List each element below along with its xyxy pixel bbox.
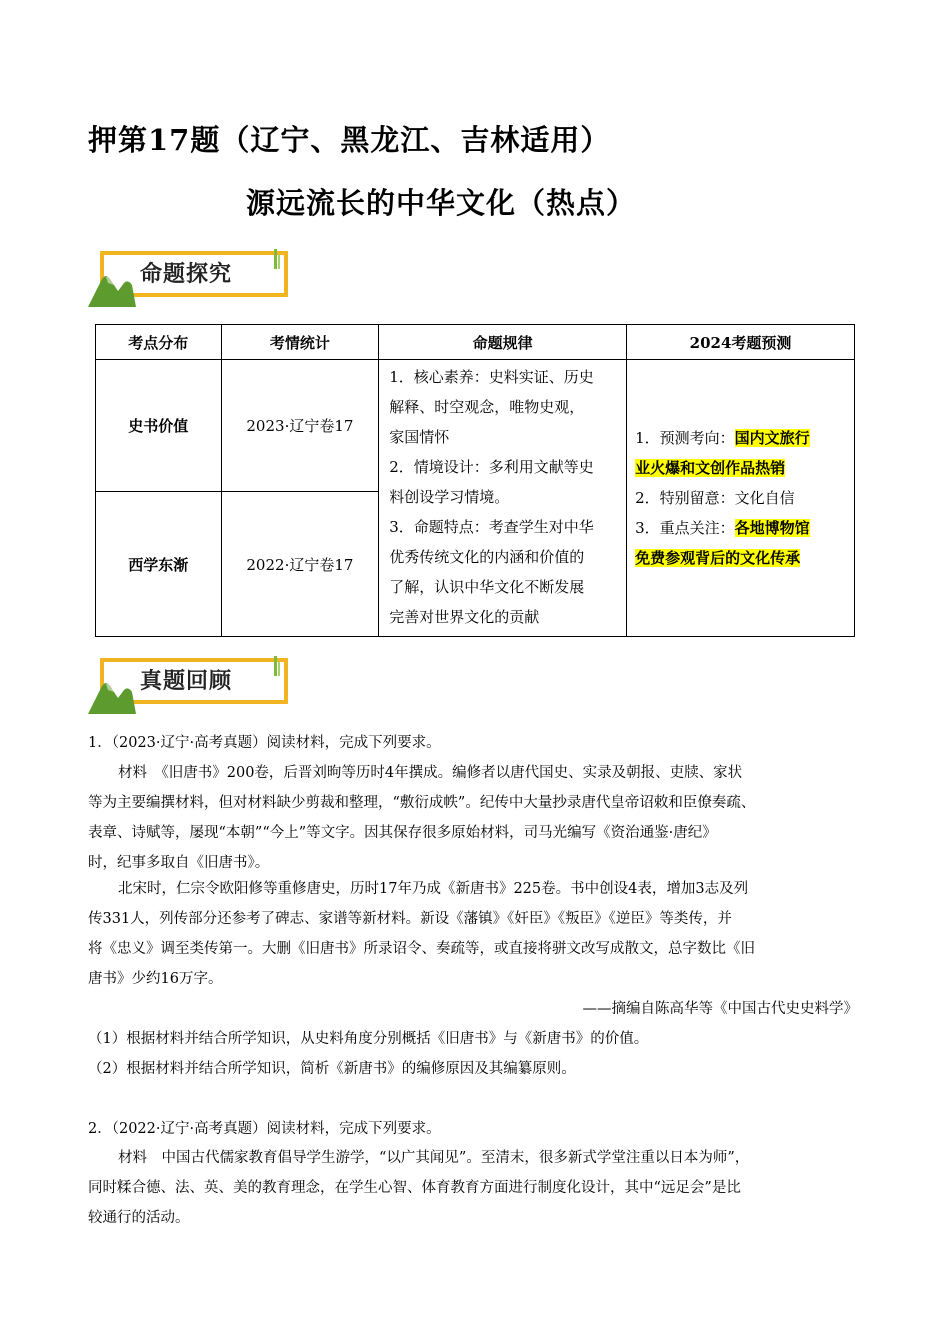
text-line: 将《忠义》调至类传第一。大删《旧唐书》所录诏令、奏疏等，或直接将骈文改写成散文，总字数比《旧 [88, 941, 755, 957]
prediction-label: 3．重点关注： [635, 519, 735, 537]
rule-line: 家国情怀 [389, 428, 450, 446]
table-header-row [96, 325, 855, 360]
prediction-cell [627, 360, 855, 637]
rule-line: 3．命题特点：考查学生对中华 [389, 518, 594, 536]
highlight-text: 免费参观背后的文化传承 [635, 549, 801, 567]
rule-line: 了解，认识中华文化不断发展 [389, 578, 585, 596]
mountain-icon [88, 265, 136, 307]
table-row [96, 360, 855, 492]
highlight-text: 各地博物馆 [734, 519, 810, 537]
text-line: 北宋时，仁宗令欧阳修等重修唐史，历时17年乃成《新唐书》225卷。书中创设4表，增加3志及列 [118, 881, 749, 897]
section-header-explore [88, 245, 298, 307]
prediction-line: 2．特别留意：文化自信 [635, 489, 795, 507]
text-line: 较通行的活动。 [88, 1210, 190, 1226]
highlight-text: 国内文旅行 [734, 429, 810, 447]
text-line: 唐书》少约16万字。 [88, 971, 223, 987]
mountain-icon [88, 672, 136, 714]
section-header-review [88, 652, 298, 714]
text-line: 材料 《旧唐书》200卷，后晋刘昫等历时4年撰成。编修者以唐代国史、实录及朝报、吏牍、家状 [118, 765, 743, 781]
topic-cell: 西学东渐 [96, 492, 222, 637]
section-title: 真题回顾 [140, 669, 233, 694]
rule-line: 解释、时空观念，唯物史观， [389, 398, 585, 416]
table-header: 考情统计 [221, 325, 379, 360]
stat-cell: 2022·辽宁卷17 [221, 492, 379, 637]
decor-accent [274, 656, 277, 676]
prediction-line [635, 453, 848, 483]
stat-cell: 2023·辽宁卷17 [221, 360, 379, 492]
prediction-label: 1．预测考向： [635, 429, 735, 447]
sub-question: （1）根据材料并结合所学知识，从史料角度分别概括《旧唐书》与《新唐书》的价值。 [88, 1031, 649, 1047]
page-title: 押第17题（辽宁、黑龙江、吉林适用） [88, 123, 611, 157]
text-line: 同时糅合德、法、英、美的教育理念，在学生心智、体育教育方面进行制度化设计，其中“远足会”是比 [88, 1180, 741, 1196]
material-source: ——摘编自陈高华等《中国古代史史料学》 [582, 1001, 858, 1017]
text-line: 时，纪事多取自《旧唐书》。 [88, 855, 270, 871]
table-header: 命题规律 [379, 325, 627, 360]
question-stem: 1．（2023·辽宁·高考真题）阅读材料，完成下列要求。 [88, 735, 441, 751]
section-title: 命题探究 [140, 262, 233, 287]
table-header: 考点分布 [96, 325, 222, 360]
rule-line: 完善对世界文化的贡献 [389, 608, 540, 626]
exam-analysis-table [95, 324, 855, 637]
prediction-line [635, 423, 848, 453]
rule-line: 料创设学习情境。 [389, 488, 510, 506]
material-paragraph [88, 758, 868, 878]
page-subtitle: 源远流长的中华文化（热点） [246, 186, 637, 220]
decor-accent [278, 662, 280, 676]
material-paragraph [88, 1143, 868, 1233]
prediction-line [635, 543, 848, 573]
prediction-line [635, 513, 848, 543]
rules-cell [379, 360, 627, 637]
decor-accent [278, 255, 280, 269]
topic-cell: 史书价值 [96, 360, 222, 492]
text-line: 等为主要编撰材料，但对材料缺少剪裁和整理，“敷衍成帙”。纪传中大量抄录唐代皇帝诏敕和臣僚奏疏、 [88, 795, 756, 811]
highlight-text: 业火爆和文创作品热销 [635, 459, 786, 477]
material-paragraph [88, 874, 868, 994]
table-header: 2024考题预测 [627, 325, 855, 360]
question-stem: 2．（2022·辽宁·高考真题）阅读材料，完成下列要求。 [88, 1121, 441, 1137]
rule-line: 2．情境设计：多利用文献等史 [389, 458, 594, 476]
decor-accent [274, 249, 277, 269]
text-line: 表章、诗赋等，屡现“本朝”“今上”等文字。因其保存很多原始材料，司马光编写《资治通鉴·唐纪》 [88, 825, 717, 841]
sub-question: （2）根据材料并结合所学知识，简析《新唐书》的编修原因及其编纂原则。 [88, 1061, 576, 1077]
rule-line: 优秀传统文化的内涵和价值的 [389, 548, 585, 566]
text-line: 传331人，列传部分还参考了碑志、家谱等新材料。新设《藩镇》《奸臣》《叛臣》《逆臣》等类传，并 [88, 911, 732, 927]
text-line: 材料 中国古代儒家教育倡导学生游学，“以广其闻见”。至清末，很多新式学堂注重以日本为师”， [118, 1150, 750, 1166]
rule-line: 1．核心素养：史料实证、历史 [389, 368, 594, 386]
